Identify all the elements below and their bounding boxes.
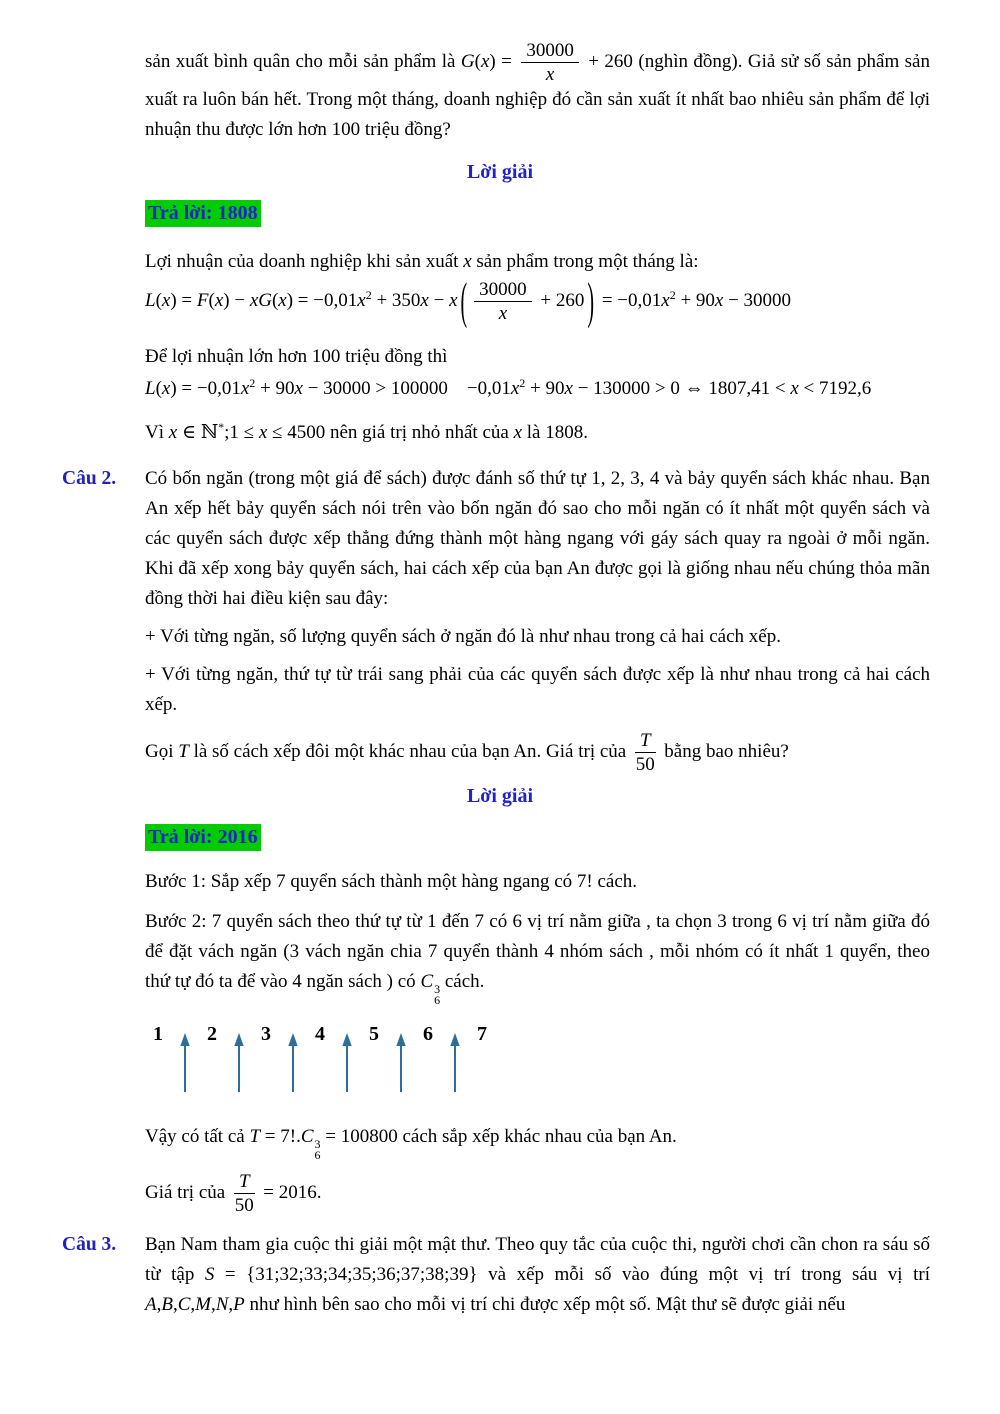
- math-variable: N: [215, 1294, 229, 1315]
- math-text: − 30000 > 100000 −0,01: [302, 378, 511, 399]
- math-text: −: [428, 289, 450, 311]
- math-variable: P: [233, 1294, 245, 1315]
- math-variable: L: [145, 378, 156, 399]
- solution-heading-1: Lời giải: [466, 161, 534, 183]
- math-text: là số cách xếp đôi một khác nhau của bạn An. Giá trị của: [188, 740, 631, 762]
- figure-number: 7: [477, 1023, 487, 1045]
- math-text: cách.: [440, 971, 485, 992]
- math-text: = 100800 cách sắp xếp khác nhau của bạn An.: [320, 1126, 677, 1147]
- math-variable: G: [460, 50, 475, 72]
- math-text: Gọi: [145, 740, 179, 762]
- up-arrow-icon: [394, 1032, 408, 1094]
- fraction-numerator: T: [234, 1171, 255, 1194]
- math-text: Vậy có tất cả: [145, 1126, 250, 1147]
- superscript: 2: [519, 376, 526, 390]
- superscript: 2: [249, 376, 256, 390]
- sub-value: 6: [434, 993, 441, 1007]
- math-variable: x: [510, 378, 520, 399]
- math-text: + 260 (nghìn đồng). Giả sử số sản phẩm sản xuất ra luôn bán hết. Trong một tháng, doanh nghiệp đó cần sản xuất ít nhất bao nhiêu sản phẩm để lợi nhuận thu được lớn hơn 100 triệu đồng?: [145, 50, 930, 140]
- math-variable: A: [145, 1294, 157, 1315]
- question-2-block: [62, 464, 930, 1216]
- up-arrow-icon: [178, 1032, 192, 1094]
- fraction: [635, 730, 656, 775]
- math-text: ) = −0,01: [286, 289, 358, 311]
- up-arrow-icon: [340, 1032, 354, 1094]
- math-text: ,: [228, 1294, 234, 1315]
- math-variable: x: [480, 50, 490, 72]
- sup-value: 3: [434, 982, 441, 996]
- math-variable: x: [790, 378, 799, 399]
- math-text: ,: [172, 1294, 178, 1315]
- math-text: = {31;32;33;34;35;36;37;38;39} và xếp mỗi số vào đúng một vị trí trong sáu vị trí: [214, 1264, 930, 1285]
- book-positions-figure: [151, 1022, 930, 1100]
- math-text: (: [155, 289, 162, 311]
- fraction-numerator: 30000: [474, 279, 532, 302]
- question-3-label: Câu 3.: [62, 1234, 117, 1255]
- superscript: 2: [365, 287, 372, 302]
- math-variable: L: [145, 289, 156, 311]
- answer-row-2: [145, 823, 930, 853]
- q2-bullet-2: + Với từng ngăn, thứ tự từ trái sang phải của các quyển sách được xếp là như nhau trong cả hai cách xếp.: [145, 664, 930, 715]
- math-text: ,: [190, 1294, 196, 1315]
- sub-value: 6: [314, 1148, 321, 1162]
- math-text: Vì: [145, 422, 169, 443]
- q2-total-line: [145, 1122, 930, 1161]
- math-variable: x: [240, 378, 250, 399]
- math-variable: xG: [249, 289, 272, 311]
- math-variable: T: [178, 740, 189, 762]
- math-text: Lợi nhuận của doanh nghiệp khi sản xuất: [145, 251, 464, 272]
- q2-value-line: [145, 1171, 930, 1216]
- question-3-block: [62, 1230, 930, 1320]
- math-variable: x: [463, 251, 472, 272]
- math-text: + 90: [675, 289, 715, 311]
- math-text: + 90: [255, 378, 295, 399]
- math-variable: B: [161, 1294, 173, 1315]
- fraction-denominator: x: [498, 303, 508, 324]
- fraction-denominator: 50: [635, 754, 655, 775]
- math-variable: C: [300, 1126, 314, 1147]
- sup-value: 3: [314, 1137, 321, 1151]
- math-text: ,: [210, 1294, 216, 1315]
- math-variable: S: [204, 1264, 215, 1285]
- math-text: Giá trị của: [145, 1181, 230, 1203]
- math-text: (: [155, 378, 162, 399]
- math-text: là 1808.: [522, 422, 588, 443]
- q3-problem-paragraph: [145, 1230, 930, 1320]
- math-text: (: [208, 289, 215, 311]
- math-variable: C: [420, 971, 434, 992]
- fraction-numerator: 30000: [521, 40, 579, 63]
- math-text: Bước 2: 7 quyển sách theo thứ tự từ 1 đến 7 có 6 vị trí nằm giữa , ta chọn 3 trong 6 vị trí nằm giữa đó để đặt vách ngăn (3 vách ngăn chia 7 quyển thành 4 nhóm sách , mỗi nhóm có ít nhất 1 quyển, theo thứ tự đó ta để vào 4 ngăn sách ) có: [145, 911, 930, 992]
- math-text: ,: [156, 1294, 162, 1315]
- math-text: = 2016.: [258, 1181, 322, 1203]
- solution-heading-2: Lời giải: [466, 785, 534, 807]
- q1-profit-line: [145, 247, 930, 277]
- question-2-label: Câu 2.: [62, 468, 117, 489]
- fraction: [521, 40, 579, 85]
- math-variable: x: [661, 289, 670, 311]
- math-variable: x: [449, 289, 458, 311]
- figure-number: 1: [153, 1023, 163, 1045]
- math-variable: x: [420, 289, 429, 311]
- math-text: ) = −0,01: [170, 378, 241, 399]
- q1-formula-inequality: [145, 372, 930, 406]
- math-variable: x: [161, 289, 171, 311]
- up-arrow-icon: [448, 1032, 462, 1094]
- math-text: sản phẩm trong một tháng là:: [471, 251, 699, 272]
- math-variable: x: [294, 378, 303, 399]
- math-text: bằng bao nhiêu?: [659, 740, 789, 762]
- figure-number: 3: [261, 1023, 271, 1045]
- q1-condition-line: Để lợi nhuận lớn hơn 100 triệu đồng thì: [145, 346, 448, 367]
- math-text: < 7192,6: [798, 378, 872, 399]
- math-variable: x: [214, 289, 224, 311]
- q2-step2-paragraph: [145, 907, 930, 1006]
- math-text: − 130000 > 0 ⇔ 1807,41 <: [572, 378, 791, 399]
- math-variable: x: [161, 378, 171, 399]
- math-text: (: [474, 50, 481, 72]
- fraction: [474, 279, 532, 324]
- big-paren: (: [460, 273, 468, 330]
- math-variable: F: [196, 289, 209, 311]
- figure-number: 2: [207, 1023, 217, 1045]
- up-arrow-icon: [286, 1032, 300, 1094]
- math-variable: C: [177, 1294, 191, 1315]
- math-variable: x: [357, 289, 366, 311]
- q1-formula-profit-function: [145, 273, 930, 330]
- q2-problem-paragraph: Có bốn ngăn (trong một giá để sách) được đánh số thứ tự 1, 2, 3, 4 và bảy quyển sách khác nhau. Bạn An xếp hết bảy quyển sách nói trên vào bốn ngăn đó sao cho mỗi ngăn có ít nhất một quyển sách và các quyển sách được xếp thẳng đứng thành một hàng ngang với gáy sách quay ra ngoài ở mỗi ngăn. Khi đã xếp xong bảy quyển sách, hai cách xếp của bạn An được gọi là giống nhau nếu chúng thỏa mãn đồng thời hai điều kiện sau đây:: [145, 468, 930, 609]
- math-variable: x: [714, 289, 724, 311]
- q2-step1-line: Bước 1: Sắp xếp 7 quyển sách thành một hàng ngang có 7! cách.: [145, 871, 638, 892]
- superscript: 2: [669, 287, 676, 302]
- math-text: như hình bên sao cho mỗi vị trí chi được xếp một số. Mật thư sẽ được giải nếu: [244, 1294, 846, 1315]
- math-text: ) =: [170, 289, 197, 311]
- big-paren: ): [587, 273, 595, 330]
- q2-bullet-1: + Với từng ngăn, số lượng quyển sách ở ngăn đó là như nhau trong cả hai cách xếp.: [145, 626, 781, 647]
- math-text: sản xuất bình quân cho mỗi sản phẩm là: [145, 50, 461, 72]
- figure-number: 4: [315, 1023, 325, 1045]
- fraction-numerator: T: [635, 730, 656, 753]
- math-text: ) =: [489, 50, 518, 72]
- math-variable: x: [168, 422, 178, 443]
- math-variable: M: [195, 1294, 211, 1315]
- math-text: Bạn Nam tham gia cuộc thi giải một mật thư. Theo quy tắc của cuộc thi, người chơi cần chon ra sáu số từ tập: [145, 1234, 930, 1285]
- math-text: + 260: [535, 289, 585, 311]
- fraction: [234, 1171, 255, 1216]
- math-text: + 350: [371, 289, 421, 311]
- up-arrow-icon: [232, 1032, 246, 1094]
- superscript: *: [218, 420, 225, 434]
- math-variable: x: [513, 422, 523, 443]
- math-variable: x: [258, 422, 268, 443]
- math-text: ) −: [223, 289, 250, 311]
- math-text: + 90: [525, 378, 565, 399]
- math-text: ∈ ℕ: [177, 422, 219, 443]
- q1-conclusion-line: [145, 418, 930, 448]
- figure-number: 5: [369, 1023, 379, 1045]
- answer-row-1: [145, 199, 930, 229]
- math-variable: T: [249, 1126, 261, 1147]
- math-variable: x: [278, 289, 287, 311]
- math-text: (: [271, 289, 279, 311]
- figure-number: 6: [423, 1023, 433, 1045]
- fraction-denominator: x: [545, 64, 555, 85]
- fraction-denominator: 50: [234, 1195, 254, 1216]
- math-text: − 30000: [723, 289, 792, 311]
- answer-badge-2: Trả lời: 2016: [145, 824, 261, 851]
- math-text: ≤ 4500 nên giá trị nhỏ nhất của: [267, 422, 514, 443]
- math-text: ;1 ≤: [224, 422, 259, 443]
- answer-badge-1: Trả lời: 1808: [145, 200, 261, 227]
- math-text: = −0,01: [597, 289, 662, 311]
- math-text: = 7!.: [260, 1126, 301, 1147]
- q1-problem-paragraph: [145, 40, 930, 145]
- q2-question-line: [145, 730, 930, 775]
- math-variable: x: [564, 378, 573, 399]
